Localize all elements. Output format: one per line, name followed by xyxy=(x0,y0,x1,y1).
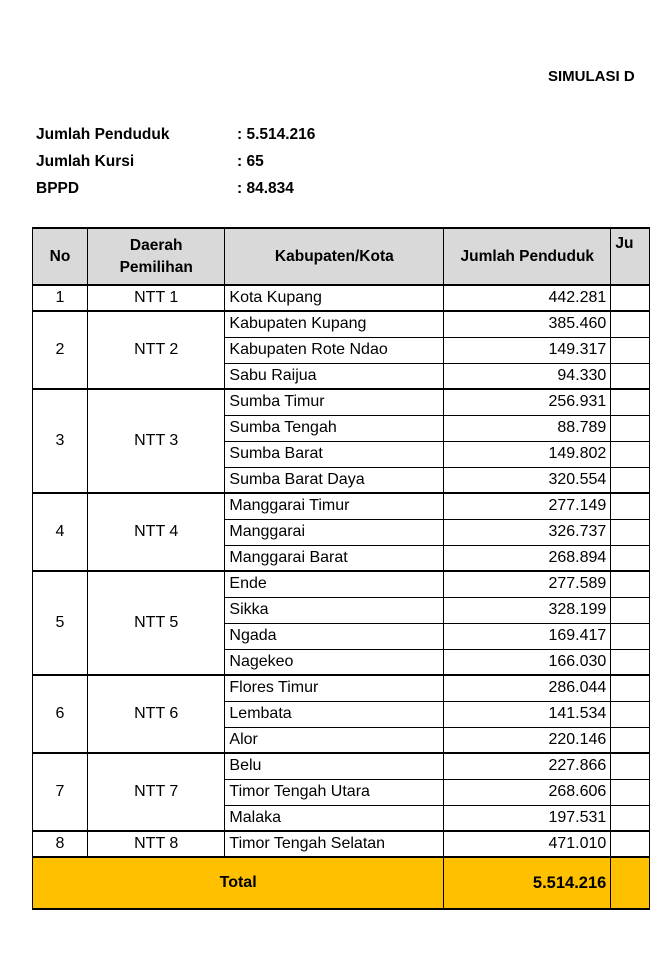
cell-jumlah-penduduk: 328.199 xyxy=(444,597,611,623)
summary-label: Jumlah Kursi xyxy=(36,152,135,170)
cell-dapil: NTT 2 xyxy=(87,311,224,389)
cell-kabupaten: Kabupaten Kupang xyxy=(225,311,444,337)
cell-truncated xyxy=(611,753,650,779)
population-table xyxy=(32,227,650,910)
table-row xyxy=(33,389,650,415)
cell-kabupaten: Manggarai xyxy=(225,519,444,545)
cell-jumlah-penduduk: 141.534 xyxy=(444,701,611,727)
cell-truncated xyxy=(611,545,650,571)
cell-truncated xyxy=(611,597,650,623)
header-daerah-line2: Pemilihan xyxy=(119,258,193,276)
cell-jumlah-penduduk: 326.737 xyxy=(444,519,611,545)
summary-value: : 84.834 xyxy=(237,179,294,197)
cell-truncated xyxy=(611,623,650,649)
total-value: 5.514.216 xyxy=(444,857,611,909)
cell-kabupaten: Sikka xyxy=(225,597,444,623)
cell-kabupaten: Sabu Raijua xyxy=(225,363,444,389)
cell-jumlah-penduduk: 268.894 xyxy=(444,545,611,571)
cell-kabupaten: Kota Kupang xyxy=(225,285,444,311)
cell-truncated xyxy=(611,467,650,493)
cell-jumlah-penduduk: 149.802 xyxy=(444,441,611,467)
cell-kabupaten: Timor Tengah Selatan xyxy=(225,831,444,857)
summary-label: BPPD xyxy=(36,179,80,197)
cell-jumlah-penduduk: 277.149 xyxy=(444,493,611,519)
cell-no: 8 xyxy=(33,831,88,857)
cell-truncated xyxy=(611,311,650,337)
cell-truncated xyxy=(611,363,650,389)
cell-dapil: NTT 1 xyxy=(87,285,224,311)
cell-jumlah-penduduk: 268.606 xyxy=(444,779,611,805)
document-title: SIMULASI D xyxy=(548,68,635,85)
cell-kabupaten: Ende xyxy=(225,571,444,597)
cell-kabupaten: Sumba Barat xyxy=(225,441,444,467)
cell-jumlah-penduduk: 88.789 xyxy=(444,415,611,441)
cell-truncated xyxy=(611,727,650,753)
cell-truncated xyxy=(611,649,650,675)
cell-kabupaten: Belu xyxy=(225,753,444,779)
cell-no: 2 xyxy=(33,311,88,389)
header-jumlah-penduduk: Jumlah Penduduk xyxy=(444,228,611,285)
cell-jumlah-penduduk: 166.030 xyxy=(444,649,611,675)
total-row xyxy=(33,857,650,909)
header-no: No xyxy=(33,228,88,285)
cell-no: 4 xyxy=(33,493,88,571)
table-row xyxy=(33,493,650,519)
cell-truncated xyxy=(611,857,650,909)
summary-row-seats xyxy=(36,148,315,175)
cell-jumlah-penduduk: 197.531 xyxy=(444,805,611,831)
cell-no: 7 xyxy=(33,753,88,831)
cell-jumlah-penduduk: 227.866 xyxy=(444,753,611,779)
cell-kabupaten: Malaka xyxy=(225,805,444,831)
cell-jumlah-penduduk: 169.417 xyxy=(444,623,611,649)
table-row xyxy=(33,753,650,779)
cell-jumlah-penduduk: 320.554 xyxy=(444,467,611,493)
cell-dapil: NTT 3 xyxy=(87,389,224,493)
cell-dapil: NTT 4 xyxy=(87,493,224,571)
cell-no: 6 xyxy=(33,675,88,753)
cell-kabupaten: Sumba Tengah xyxy=(225,415,444,441)
total-label: Total xyxy=(33,857,444,909)
summary-row-population xyxy=(36,121,315,148)
cell-dapil: NTT 5 xyxy=(87,571,224,675)
header-kabupaten: Kabupaten/Kota xyxy=(225,228,444,285)
summary-value: : 5.514.216 xyxy=(237,125,316,143)
cell-jumlah-penduduk: 471.010 xyxy=(444,831,611,857)
cell-dapil: NTT 6 xyxy=(87,675,224,753)
summary-row-bppd xyxy=(36,175,315,202)
cell-jumlah-penduduk: 286.044 xyxy=(444,675,611,701)
cell-no: 1 xyxy=(33,285,88,311)
cell-no: 3 xyxy=(33,389,88,493)
cell-kabupaten: Kabupaten Rote Ndao xyxy=(225,337,444,363)
cell-truncated xyxy=(611,415,650,441)
summary-value: : 65 xyxy=(237,152,264,170)
header-truncated: Ju xyxy=(611,228,650,285)
cell-kabupaten: Sumba Barat Daya xyxy=(225,467,444,493)
table-row xyxy=(33,285,650,311)
cell-kabupaten: Alor xyxy=(225,727,444,753)
cell-kabupaten: Lembata xyxy=(225,701,444,727)
cell-kabupaten: Ngada xyxy=(225,623,444,649)
table-row xyxy=(33,675,650,701)
cell-jumlah-penduduk: 256.931 xyxy=(444,389,611,415)
cell-truncated xyxy=(611,519,650,545)
cell-truncated xyxy=(611,831,650,857)
cell-kabupaten: Manggarai Timur xyxy=(225,493,444,519)
summary-label: Jumlah Penduduk xyxy=(36,125,170,143)
table-row xyxy=(33,571,650,597)
cell-truncated xyxy=(611,571,650,597)
cell-kabupaten: Timor Tengah Utara xyxy=(225,779,444,805)
cell-truncated xyxy=(611,389,650,415)
cell-truncated xyxy=(611,493,650,519)
header-daerah-pemilihan xyxy=(87,228,224,285)
cell-kabupaten: Flores Timur xyxy=(225,675,444,701)
table-row xyxy=(33,831,650,857)
cell-jumlah-penduduk: 385.460 xyxy=(444,311,611,337)
cell-jumlah-penduduk: 442.281 xyxy=(444,285,611,311)
cell-dapil: NTT 7 xyxy=(87,753,224,831)
table-header-row xyxy=(33,228,650,285)
cell-truncated xyxy=(611,805,650,831)
summary-block xyxy=(36,121,315,202)
table-body xyxy=(33,285,650,909)
cell-truncated xyxy=(611,779,650,805)
cell-dapil: NTT 8 xyxy=(87,831,224,857)
cell-jumlah-penduduk: 220.146 xyxy=(444,727,611,753)
cell-truncated xyxy=(611,337,650,363)
cell-kabupaten: Nagekeo xyxy=(225,649,444,675)
cell-truncated xyxy=(611,701,650,727)
cell-kabupaten: Manggarai Barat xyxy=(225,545,444,571)
cell-truncated xyxy=(611,285,650,311)
cell-no: 5 xyxy=(33,571,88,675)
cell-jumlah-penduduk: 277.589 xyxy=(444,571,611,597)
cell-jumlah-penduduk: 94.330 xyxy=(444,363,611,389)
cell-kabupaten: Sumba Timur xyxy=(225,389,444,415)
cell-truncated xyxy=(611,441,650,467)
cell-truncated xyxy=(611,675,650,701)
cell-jumlah-penduduk: 149.317 xyxy=(444,337,611,363)
table-row xyxy=(33,311,650,337)
header-daerah-line1: Daerah xyxy=(129,236,183,254)
